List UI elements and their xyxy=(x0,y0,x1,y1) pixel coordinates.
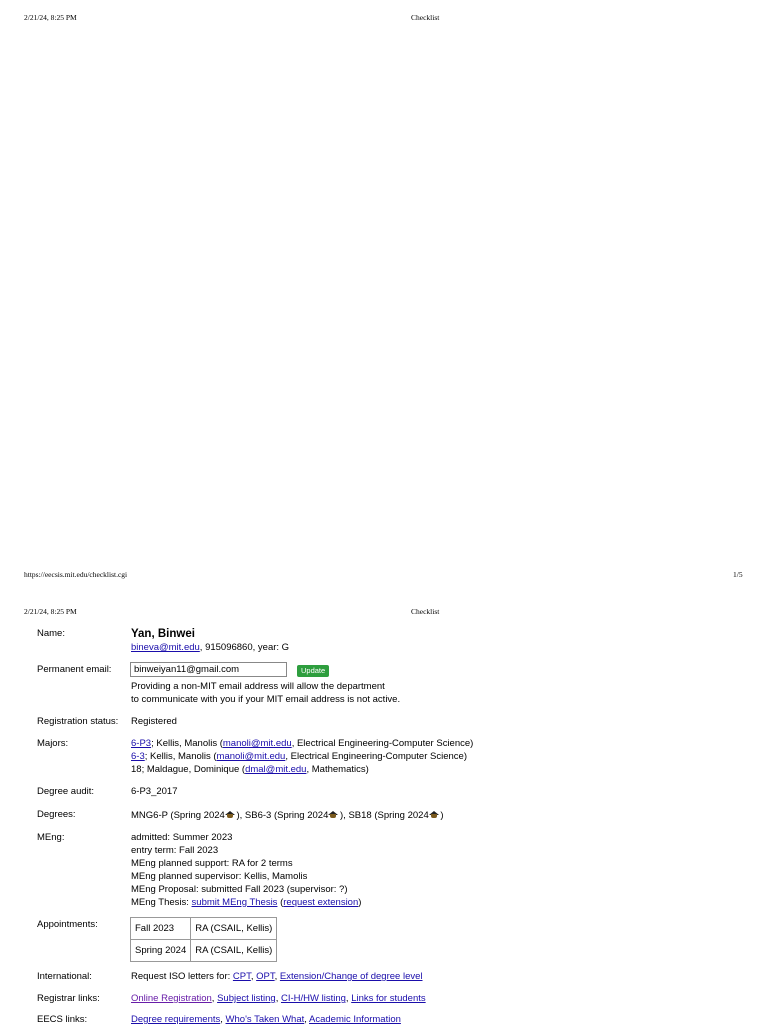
degree-audit-label: Degree audit: xyxy=(37,786,95,797)
whos-taken-what-link[interactable]: Who's Taken What xyxy=(225,1014,305,1025)
student-id-year: , 915096860, year: G xyxy=(199,642,290,653)
permanent-email-input[interactable] xyxy=(130,662,287,677)
appointment-term: Fall 2023 xyxy=(131,918,191,940)
request-extension-link[interactable]: request extension xyxy=(283,897,359,908)
academic-information-link[interactable]: Academic Information xyxy=(309,1014,401,1025)
meng-label: MEng: xyxy=(37,832,65,843)
international-prefix: Request ISO letters for: xyxy=(131,971,233,982)
meng-thesis-prefix: MEng Thesis: xyxy=(131,897,192,908)
degrees-label: Degrees: xyxy=(37,809,76,820)
major-item xyxy=(131,750,473,763)
online-registration-link[interactable]: Online Registration xyxy=(131,993,212,1004)
permanent-email-note xyxy=(131,680,400,706)
major-code-link[interactable]: 6-P3 xyxy=(131,738,152,749)
update-button[interactable]: Update xyxy=(297,665,329,677)
meng-line: MEng Proposal: submitted Fall 2023 (supervisor: ?) xyxy=(131,884,348,895)
ci-h-hw-listing-link[interactable]: CI-H/HW listing xyxy=(280,993,346,1004)
graduation-cap-icon xyxy=(225,811,234,819)
degree-separator: ), xyxy=(337,810,349,821)
print-date: 2/21/24, 8:25 PM xyxy=(24,607,77,616)
eecs-links-label: EECS links: xyxy=(37,1014,88,1025)
major-advisor: ; Kellis, Manolis ( xyxy=(151,738,223,749)
major-item xyxy=(131,763,473,776)
international-label: International: xyxy=(37,971,92,982)
appointment-role: RA (CSAIL, Kellis) xyxy=(191,918,277,940)
degree-requirements-link[interactable]: Degree requirements xyxy=(131,1014,221,1025)
major-department: , Electrical Engineering-Computer Science) xyxy=(285,751,467,762)
student-info xyxy=(131,641,289,654)
permanent-email-value: binweiyan11@gmail.com xyxy=(134,664,240,675)
meng-line: MEng planned support: RA for 2 terms xyxy=(131,858,293,869)
registrar-links: Online Registration, Subject listing, CI-H/HW listing, Links for students xyxy=(131,993,426,1004)
major-item xyxy=(131,737,473,750)
student-name: Yan, Binwei xyxy=(131,628,195,640)
degree-audit-value: 6-P3_2017 xyxy=(131,786,178,797)
major-advisor: ; Kellis, Manolis ( xyxy=(144,751,217,762)
international-links: Request ISO letters for: CPT, OPT, Extension/Change of degree level xyxy=(131,971,423,982)
opt-link[interactable]: OPT xyxy=(256,971,275,982)
degree-item: MNG6-P (Spring 2024 xyxy=(131,810,225,821)
degree-separator: ) xyxy=(437,810,444,821)
note-line: Providing a non-MIT email address will allow the department xyxy=(131,681,385,692)
paren-close: ) xyxy=(358,897,362,908)
degree-item: SB18 (Spring 2024 xyxy=(348,810,429,821)
extension-change-link[interactable]: Extension/Change of degree level xyxy=(279,971,423,982)
advisor-email-link[interactable]: manoli@mit.edu xyxy=(222,738,292,749)
permanent-email-label: Permanent email: xyxy=(37,664,112,675)
print-title: Checklist xyxy=(411,607,440,616)
major-code-link[interactable]: 6-3 xyxy=(131,751,145,762)
print-title: Checklist xyxy=(411,13,440,22)
advisor-email-link[interactable]: dmal@mit.edu xyxy=(245,764,307,775)
paren-open: ( xyxy=(277,897,284,908)
graduation-cap-icon xyxy=(328,811,337,819)
meng-line: MEng planned supervisor: Kellis, Mamolis xyxy=(131,871,308,882)
meng-line: admitted: Summer 2023 xyxy=(131,832,233,843)
meng-details xyxy=(131,831,361,909)
note-line: to communicate with you if your MIT email address is not active. xyxy=(131,694,401,705)
registration-status: Registered xyxy=(131,716,177,727)
registration-label: Registration status: xyxy=(37,716,119,727)
name-label: Name: xyxy=(37,628,65,639)
major-department: , Mathematics) xyxy=(306,764,369,775)
meng-line: entry term: Fall 2023 xyxy=(131,845,219,856)
degree-item: SB6-3 (Spring 2024 xyxy=(244,810,329,821)
cpt-link[interactable]: CPT xyxy=(232,971,251,982)
registrar-links-label: Registrar links: xyxy=(37,993,100,1004)
submit-thesis-link[interactable]: submit MEng Thesis xyxy=(191,897,278,908)
student-email-link[interactable]: bineva@mit.edu xyxy=(131,642,200,653)
appointment-role: RA (CSAIL, Kellis) xyxy=(191,940,277,962)
subject-listing-link[interactable]: Subject listing xyxy=(217,993,276,1004)
appointments-label: Appointments: xyxy=(37,919,98,930)
table-row xyxy=(131,940,277,962)
appointments-table xyxy=(130,917,277,962)
links-for-students-link[interactable]: Links for students xyxy=(351,993,426,1004)
advisor-email-link[interactable]: manoli@mit.edu xyxy=(216,751,286,762)
degree-separator: ), xyxy=(233,810,245,821)
graduation-cap-icon xyxy=(429,811,438,819)
meng-thesis-line xyxy=(131,896,361,909)
appointment-term: Spring 2024 xyxy=(131,940,191,962)
majors-label: Majors: xyxy=(37,738,69,749)
name-block xyxy=(131,627,289,654)
table-row xyxy=(131,918,277,940)
print-url: https://eecsis.mit.edu/checklist.cgi xyxy=(24,570,128,579)
print-page-number: 1/5 xyxy=(733,570,743,579)
majors-list xyxy=(131,737,473,776)
major-code: 18 xyxy=(131,764,142,775)
major-advisor: ; Maldague, Dominique ( xyxy=(141,764,246,775)
major-department: , Electrical Engineering-Computer Science) xyxy=(291,738,474,749)
degrees-list xyxy=(131,809,444,822)
eecs-links: Degree requirements, Who's Taken What, Academic Information xyxy=(131,1014,401,1025)
print-date: 2/21/24, 8:25 PM xyxy=(24,13,77,22)
